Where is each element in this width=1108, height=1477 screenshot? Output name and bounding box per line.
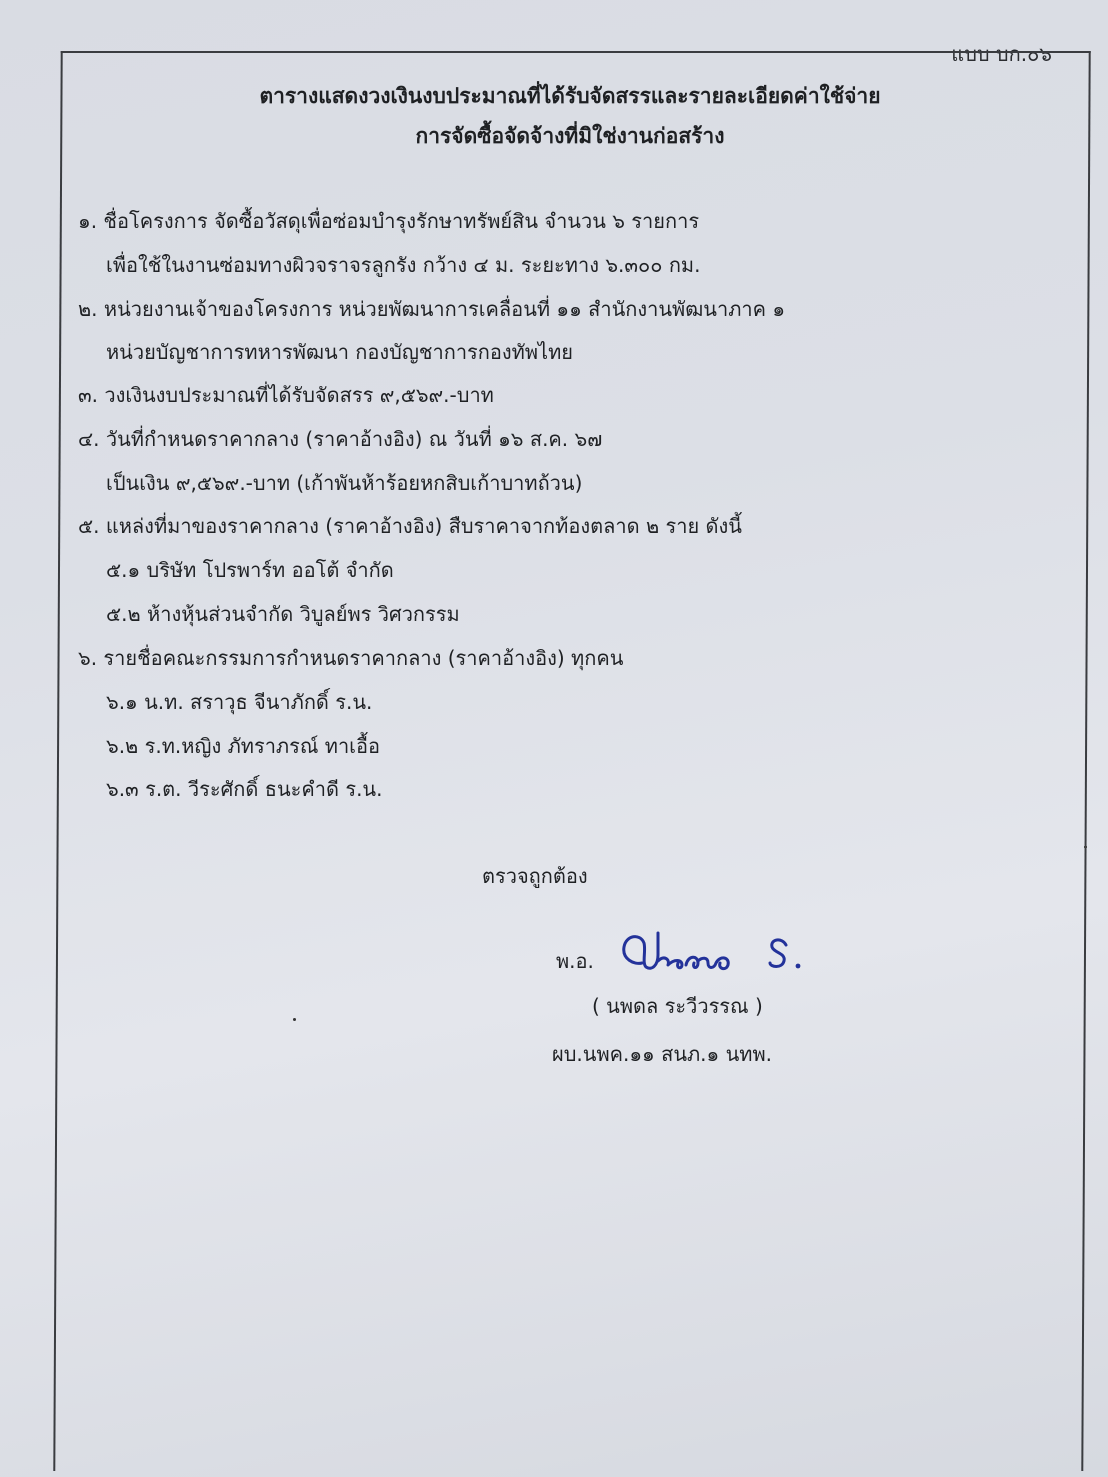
signer-rank: พ.อ. xyxy=(556,949,594,973)
handwritten-signature xyxy=(612,925,812,985)
item-2-owner-unit: ๒. หน่วยงานเจ้าของโครงการ หน่วยพัฒนาการเคลื่อนที่ ๑๑ สำนักงานพัฒนาภาค ๑ xyxy=(78,297,786,321)
item-3-budget: ๓. วงเงินงบประมาณที่ได้รับจัดสรร ๙,๕๖๙.-บาท xyxy=(78,383,494,407)
item-1-project-detail: เพื่อใช้ในงานซ่อมทางผิวจราจรลูกรัง กว้าง ๔ ม. ระยะทาง ๖.๓๐๐ กม. xyxy=(106,253,701,277)
item-2-owner-command: หน่วยบัญชาการทหารพัฒนา กองบัญชาการกองทัพไทย xyxy=(106,340,574,364)
item-6-2-member: ๖.๒ ร.ท.หญิง ภัทราภรณ์ ทาเอื้อ xyxy=(106,734,381,758)
speck-mark xyxy=(293,1018,296,1021)
signer-position: ผบ.นพค.๑๑ สนภ.๑ นทพ. xyxy=(552,1042,772,1066)
item-6-1-member: ๖.๑ น.ท. สราวุธ จีนาภักดิ์ ร.น. xyxy=(106,690,373,714)
signer-name: ( นพดล ระวีวรรณ ) xyxy=(592,994,763,1018)
item-4-reference-date: ๔. วันที่กำหนดราคากลาง (ราคาอ้างอิง) ณ วันที่ ๑๖ ส.ค. ๖๗ xyxy=(78,427,603,451)
item-4-reference-amount: เป็นเงิน ๙,๕๖๙.-บาท (เก้าพันห้าร้อยหกสิบเก้าบาทถ้วน) xyxy=(106,471,583,495)
item-5-price-source: ๕. แหล่งที่มาของราคากลาง (ราคาอ้างอิง) สืบราคาจากท้องตลาด ๒ ราย ดังนี้ xyxy=(78,514,742,538)
speck-mark xyxy=(1084,846,1087,848)
document-title: ตารางแสดงวงเงินงบประมาณที่ได้รับจัดสรรและรายละเอียดค่าใช้จ่าย xyxy=(259,84,881,108)
item-6-3-member: ๖.๓ ร.ต. วีระศักดิ์ ธนะคำดี ร.น. xyxy=(106,777,383,801)
item-5-1-source-company: ๕.๑ บริษัท โปรพาร์ท ออโต้ จำกัด xyxy=(106,558,394,582)
item-1-project-name: ๑. ชื่อโครงการ จัดซื้อวัสดุเพื่อซ่อมบำรุงรักษาทรัพย์สิน จำนวน ๖ รายการ xyxy=(78,209,700,233)
document-subtitle: การจัดซื้อจัดจ้างที่มิใช่งานก่อสร้าง xyxy=(415,124,725,148)
item-5-2-source-partnership: ๕.๒ ห้างหุ้นส่วนจำกัด วิบูลย์พร วิศวกรรม xyxy=(106,602,460,626)
form-code: แบบ บก.๐๖ xyxy=(951,42,1052,66)
verification-label: ตรวจถูกต้อง xyxy=(482,864,588,888)
item-6-committee: ๖. รายชื่อคณะกรรมการกำหนดราคากลาง (ราคาอ้างอิง) ทุกคน xyxy=(78,646,624,670)
